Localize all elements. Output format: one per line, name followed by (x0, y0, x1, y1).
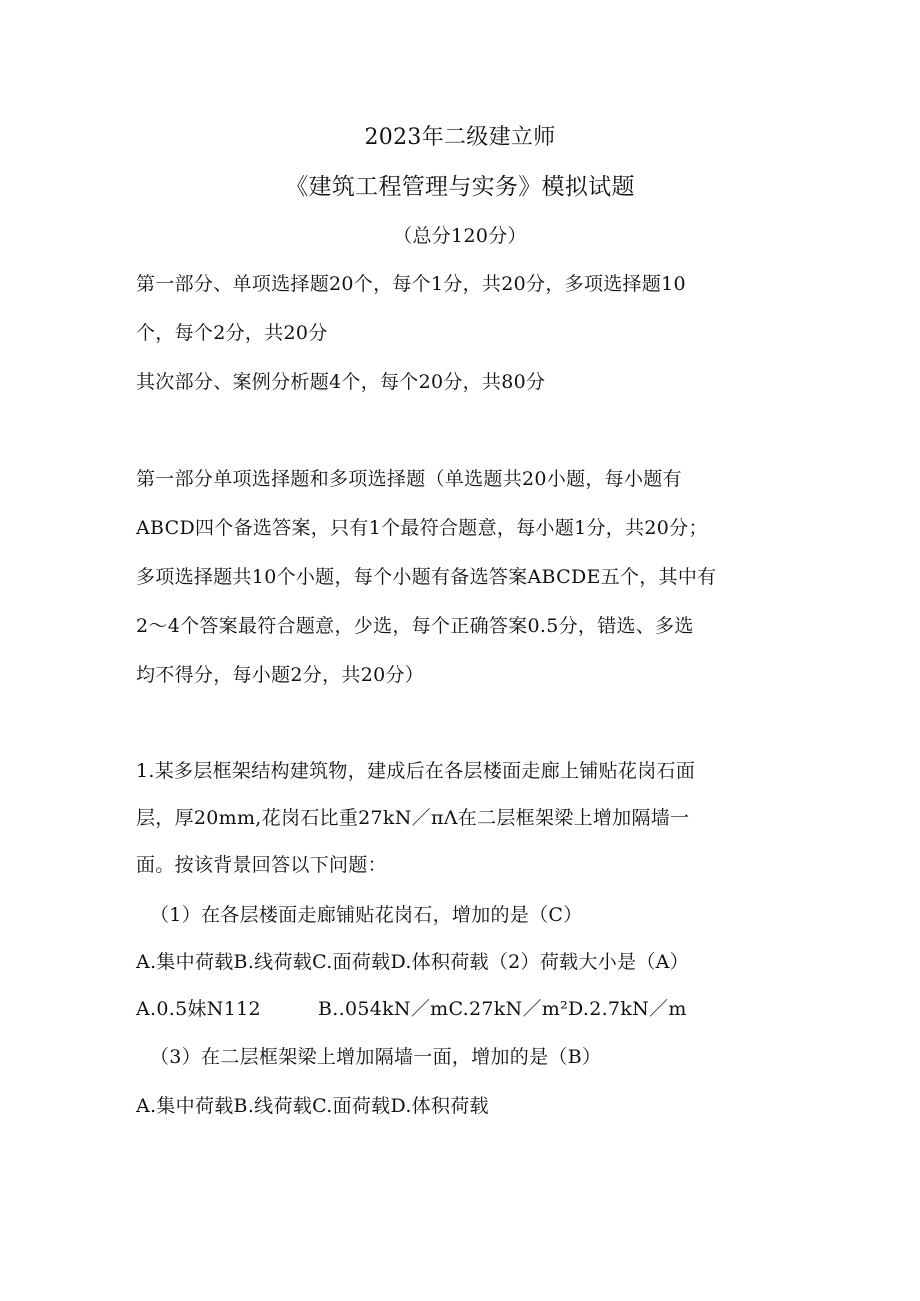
document-subtitle: 《建筑工程管理与实务》模拟试题 (285, 174, 635, 200)
question-stem-line: 1.某多层框架结构建筑物，建成后在各层楼面走廊上铺贴花岗石面 (136, 760, 696, 782)
instruction-line: 多项选择题共10个小题，每个小题有备选答案ABCDE五个，其中有 (136, 566, 717, 588)
sub-question-2-option-a: A.0.5妹N112 (136, 998, 261, 1020)
sub-question-1: （1）在各层楼面走廊铺贴花岗石，增加的是（C） (150, 904, 583, 926)
question-stem-line: 面。按该背景回答以下问题： (136, 854, 387, 876)
total-score: （总分120分） (393, 225, 527, 247)
document-title: 2023年二级建立师 (364, 125, 556, 150)
instruction-line: 第一部分单项选择题和多项选择题（单选题共20小题，每小题有 (136, 468, 682, 490)
sub-question-1-options: A.集中荷载B.线荷载C.面荷载D.体积荷载（2）荷载大小是（A） (136, 951, 689, 973)
instruction-line: ABCD四个备选答案，只有1个最符合题意，每小题1分，共20分； (136, 517, 708, 539)
sub-question-3: （3）在二层框架梁上增加隔墙一面，增加的是（B） (150, 1046, 602, 1068)
sub-question-3-options: A.集中荷载B.线荷载C.面荷载D.体积荷载 (136, 1095, 489, 1117)
instruction-line: 2～4个答案最符合题意，少选，每个正确答案0.5分，错选、多选 (136, 615, 694, 637)
question-stem-line: 层，厚20mm,花岗石比重27kN／πΛ在二层框架梁上增加隔墙一 (136, 807, 690, 829)
structure-line: 第一部分、单项选择题20个，每个1分，共20分，多项选择题10 (136, 273, 686, 295)
instruction-line: 均不得分，每小题2分，共20分） (136, 664, 425, 686)
sub-question-2-options: B..054kN／mC.27kN／m²D.2.7kN／m (318, 998, 687, 1020)
structure-line: 个，每个2分，共20分 (136, 322, 328, 344)
structure-line: 其次部分、案例分析题4个，每个20分，共80分 (136, 371, 546, 393)
